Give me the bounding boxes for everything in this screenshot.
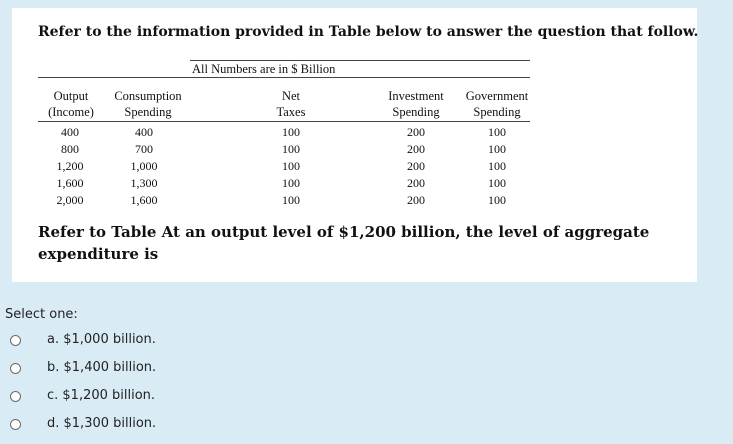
answer-option-label[interactable]: d. $1,300 billion. <box>47 416 157 431</box>
table-cell: 200 <box>407 159 425 173</box>
answer-option-label[interactable]: c. $1,200 billion. <box>47 388 156 403</box>
column-consumption <box>122 124 166 209</box>
column-output <box>48 124 92 209</box>
table-cell: 400 <box>61 125 79 139</box>
table-cell: 100 <box>282 142 300 156</box>
header-investment: Investment Spending <box>388 89 444 119</box>
table-cell: 100 <box>488 125 506 139</box>
answer-option-b[interactable] <box>10 358 157 378</box>
header-output: Output (Income) <box>48 89 94 119</box>
table-cell: 200 <box>407 142 425 156</box>
question-intro: Refer to the information provided in Table below to answer the question that follow. <box>38 24 699 40</box>
question-prompt: Refer to Table At an output level of $1,200 billion, the level of aggregate expenditure is <box>38 223 650 263</box>
answer-option-c[interactable] <box>10 386 156 406</box>
header-net-taxes: Net Taxes <box>276 89 306 119</box>
header-government: Government Spending <box>465 89 529 119</box>
radio-button[interactable] <box>10 363 21 374</box>
column-investment <box>396 124 436 209</box>
table-cell: 1,600 <box>56 176 84 190</box>
table-header-rule <box>38 121 530 122</box>
table-cell: 700 <box>135 142 153 156</box>
radio-button[interactable] <box>10 391 21 402</box>
table-caption: All Numbers are in $ Billion <box>192 62 336 76</box>
table-cell: 200 <box>407 125 425 139</box>
radio-button[interactable] <box>10 335 21 346</box>
table-cell: 1,000 <box>130 159 158 173</box>
column-government <box>477 124 517 209</box>
answer-option-a[interactable] <box>10 330 156 350</box>
answer-option-label[interactable]: b. $1,400 billion. <box>47 360 157 375</box>
table-cell: 200 <box>407 193 425 207</box>
question-panel <box>12 8 697 282</box>
table-caption-rule <box>38 77 530 78</box>
radio-button[interactable] <box>10 419 21 430</box>
table-cell: 100 <box>488 176 506 190</box>
table-cell: 100 <box>282 125 300 139</box>
table-cell: 1,300 <box>130 176 158 190</box>
table-cell: 200 <box>407 176 425 190</box>
table-cell: 100 <box>282 159 300 173</box>
header-consumption: Consumption Spending <box>114 89 182 119</box>
data-table <box>38 60 530 207</box>
table-cell: 1,600 <box>130 193 158 207</box>
table-cell: 800 <box>61 142 79 156</box>
column-net-taxes <box>271 124 311 209</box>
table-cell: 100 <box>488 193 506 207</box>
table-cell: 400 <box>135 125 153 139</box>
table-cell: 2,000 <box>56 193 84 207</box>
table-top-rule <box>190 60 530 61</box>
answer-option-label[interactable]: a. $1,000 billion. <box>47 332 156 347</box>
answer-option-d[interactable] <box>10 414 157 434</box>
table-cell: 100 <box>488 159 506 173</box>
table-cell: 1,200 <box>56 159 84 173</box>
table-cell: 100 <box>488 142 506 156</box>
select-one-label: Select one: <box>5 307 78 322</box>
table-cell: 100 <box>282 176 300 190</box>
table-cell: 100 <box>282 193 300 207</box>
